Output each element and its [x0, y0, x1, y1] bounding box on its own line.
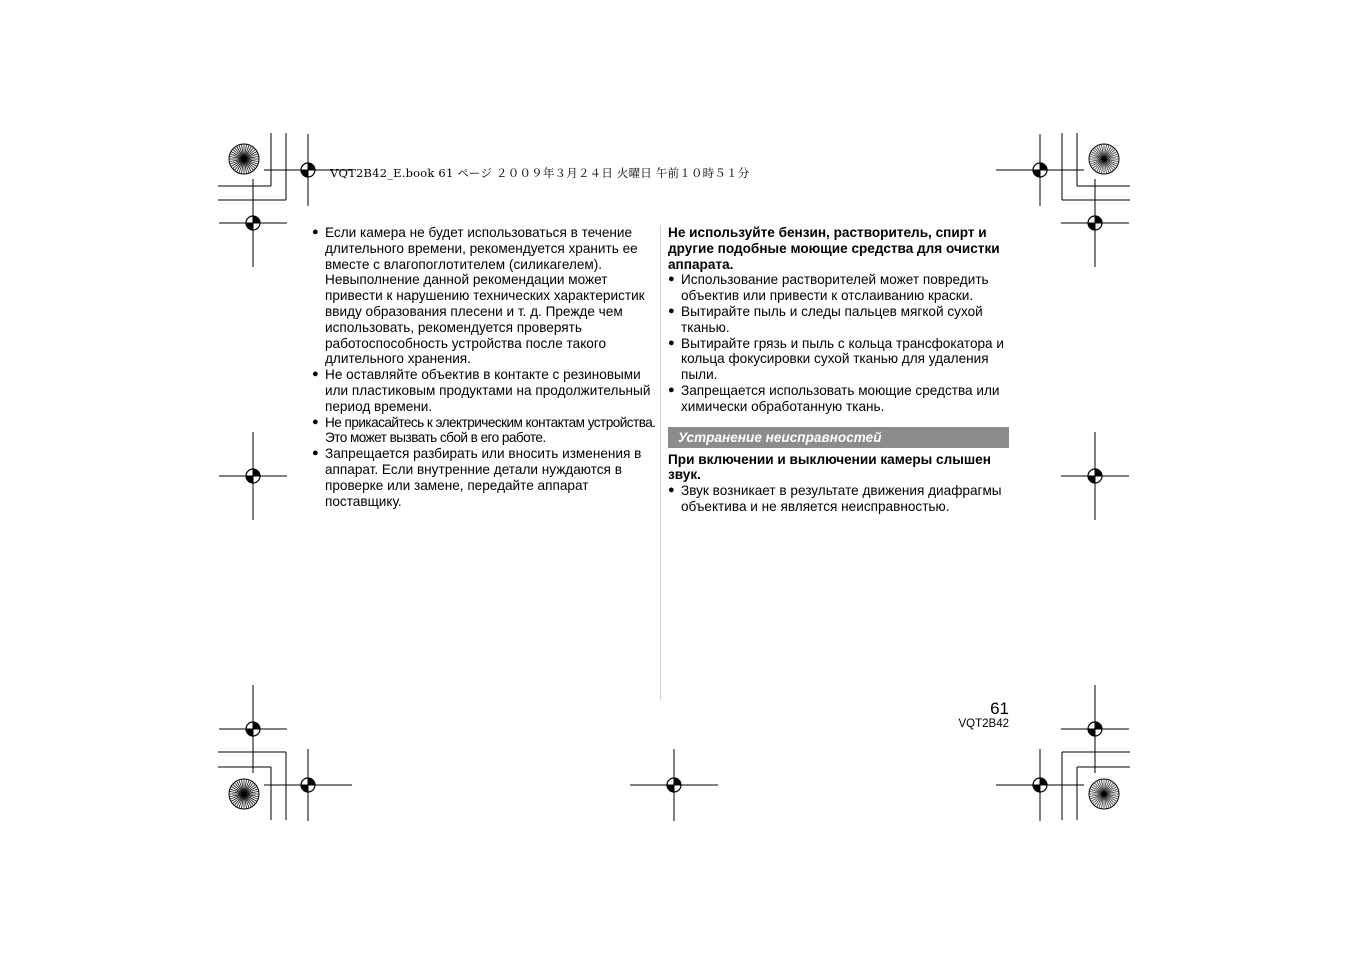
- bullet-icon: ●: [312, 368, 319, 381]
- model-code: VQT2B42: [958, 718, 1009, 730]
- list-item: [312, 415, 657, 447]
- registration-cross-icon: [996, 749, 1084, 821]
- registration-cross-icon: [219, 432, 287, 520]
- registration-cross-icon: [996, 134, 1084, 206]
- list-item: [312, 446, 657, 509]
- column-divider: [660, 225, 661, 700]
- registration-cross-icon: [1061, 179, 1129, 267]
- list-item: [668, 272, 1013, 304]
- list-item-text: Запрещается разбирать или вносить изменения в аппарат. Если внутренние детали нуждаются в проверке или замене, передайте аппарат поставщику.: [325, 446, 642, 509]
- list-item: [312, 367, 657, 414]
- list-item: [668, 483, 1013, 515]
- bullet-icon: ●: [668, 484, 675, 497]
- registration-cross-icon: [264, 749, 352, 821]
- trouble-heading: При включении и выключении камеры слышен звук.: [668, 451, 991, 483]
- section-title-bar: Устранение неисправностей: [668, 427, 1009, 448]
- list-item-text: Не оставляйте объектив в контакте с резиновыми или пластиковым продуктами на продолжительный период времени.: [325, 367, 651, 414]
- right-column: [668, 225, 1013, 515]
- registration-cross-icon: [630, 749, 718, 821]
- registration-cross-icon: [219, 685, 287, 773]
- bullet-icon: ●: [312, 226, 319, 238]
- list-item-text: Использование растворителей может повредить объектив или привести к отслаиванию краски.: [681, 272, 989, 304]
- color-target-icon: [229, 144, 259, 174]
- left-column: [312, 225, 657, 509]
- list-item-text: Вытирайте пыль и следы пальцев мягкой сухой тканью.: [681, 303, 983, 335]
- bullet-icon: ●: [668, 336, 675, 349]
- bullet-icon: ●: [312, 447, 319, 460]
- list-item: [668, 336, 1013, 383]
- list-item: [668, 304, 1013, 336]
- color-target-icon: [229, 779, 259, 809]
- registration-cross-icon: [1061, 685, 1129, 773]
- list-item-text: Вытирайте грязь и пыль с кольца трансфокатора и кольца фокусировки сухой тканью для удаления пыли.: [681, 335, 1004, 383]
- list-item-text: Если камера не будет использоваться в течение длительного времени, рекомендуется хранить ее вместе с влагопоглотителем (силикагелем). Невыполнение данной рекомендации может привести к нарушению технических характеристик ввиду образования плесени и т. д. Прежде чем использовать, рекомендуется проверять работоспособность устройства после такого длительного хранения.: [325, 225, 645, 367]
- bullet-icon: ●: [312, 415, 319, 428]
- list-item-text: Не прикасайтесь к электрическим контактам устройства. Это может вызвать сбой в его работе.: [325, 414, 656, 446]
- list-item-text: Запрещается использовать моющие средства или химически обработанную ткань.: [681, 382, 1000, 414]
- page-number: 61: [990, 699, 1009, 718]
- list-item: [668, 383, 1013, 415]
- cleaning-heading: Не используйте бензин, растворитель, спирт и другие подобные моющие средства для очистки аппарата.: [668, 225, 1000, 272]
- bullet-icon: ●: [668, 273, 675, 286]
- list-item: [312, 225, 657, 367]
- book-header-line: VQT2B42_E.book 61 ページ ２００９年３月２４日 火曜日 午前１０時５１分: [330, 166, 750, 180]
- color-target-icon: [1089, 779, 1119, 809]
- registration-cross-icon: [219, 179, 287, 267]
- registration-cross-icon: [1061, 432, 1129, 520]
- list-item-text: Звук возникает в результате движения диафрагмы объектива и не является неисправностью.: [681, 483, 1002, 514]
- bullet-icon: ●: [668, 304, 675, 317]
- bullet-icon: ●: [668, 383, 675, 396]
- color-target-icon: [1089, 144, 1119, 174]
